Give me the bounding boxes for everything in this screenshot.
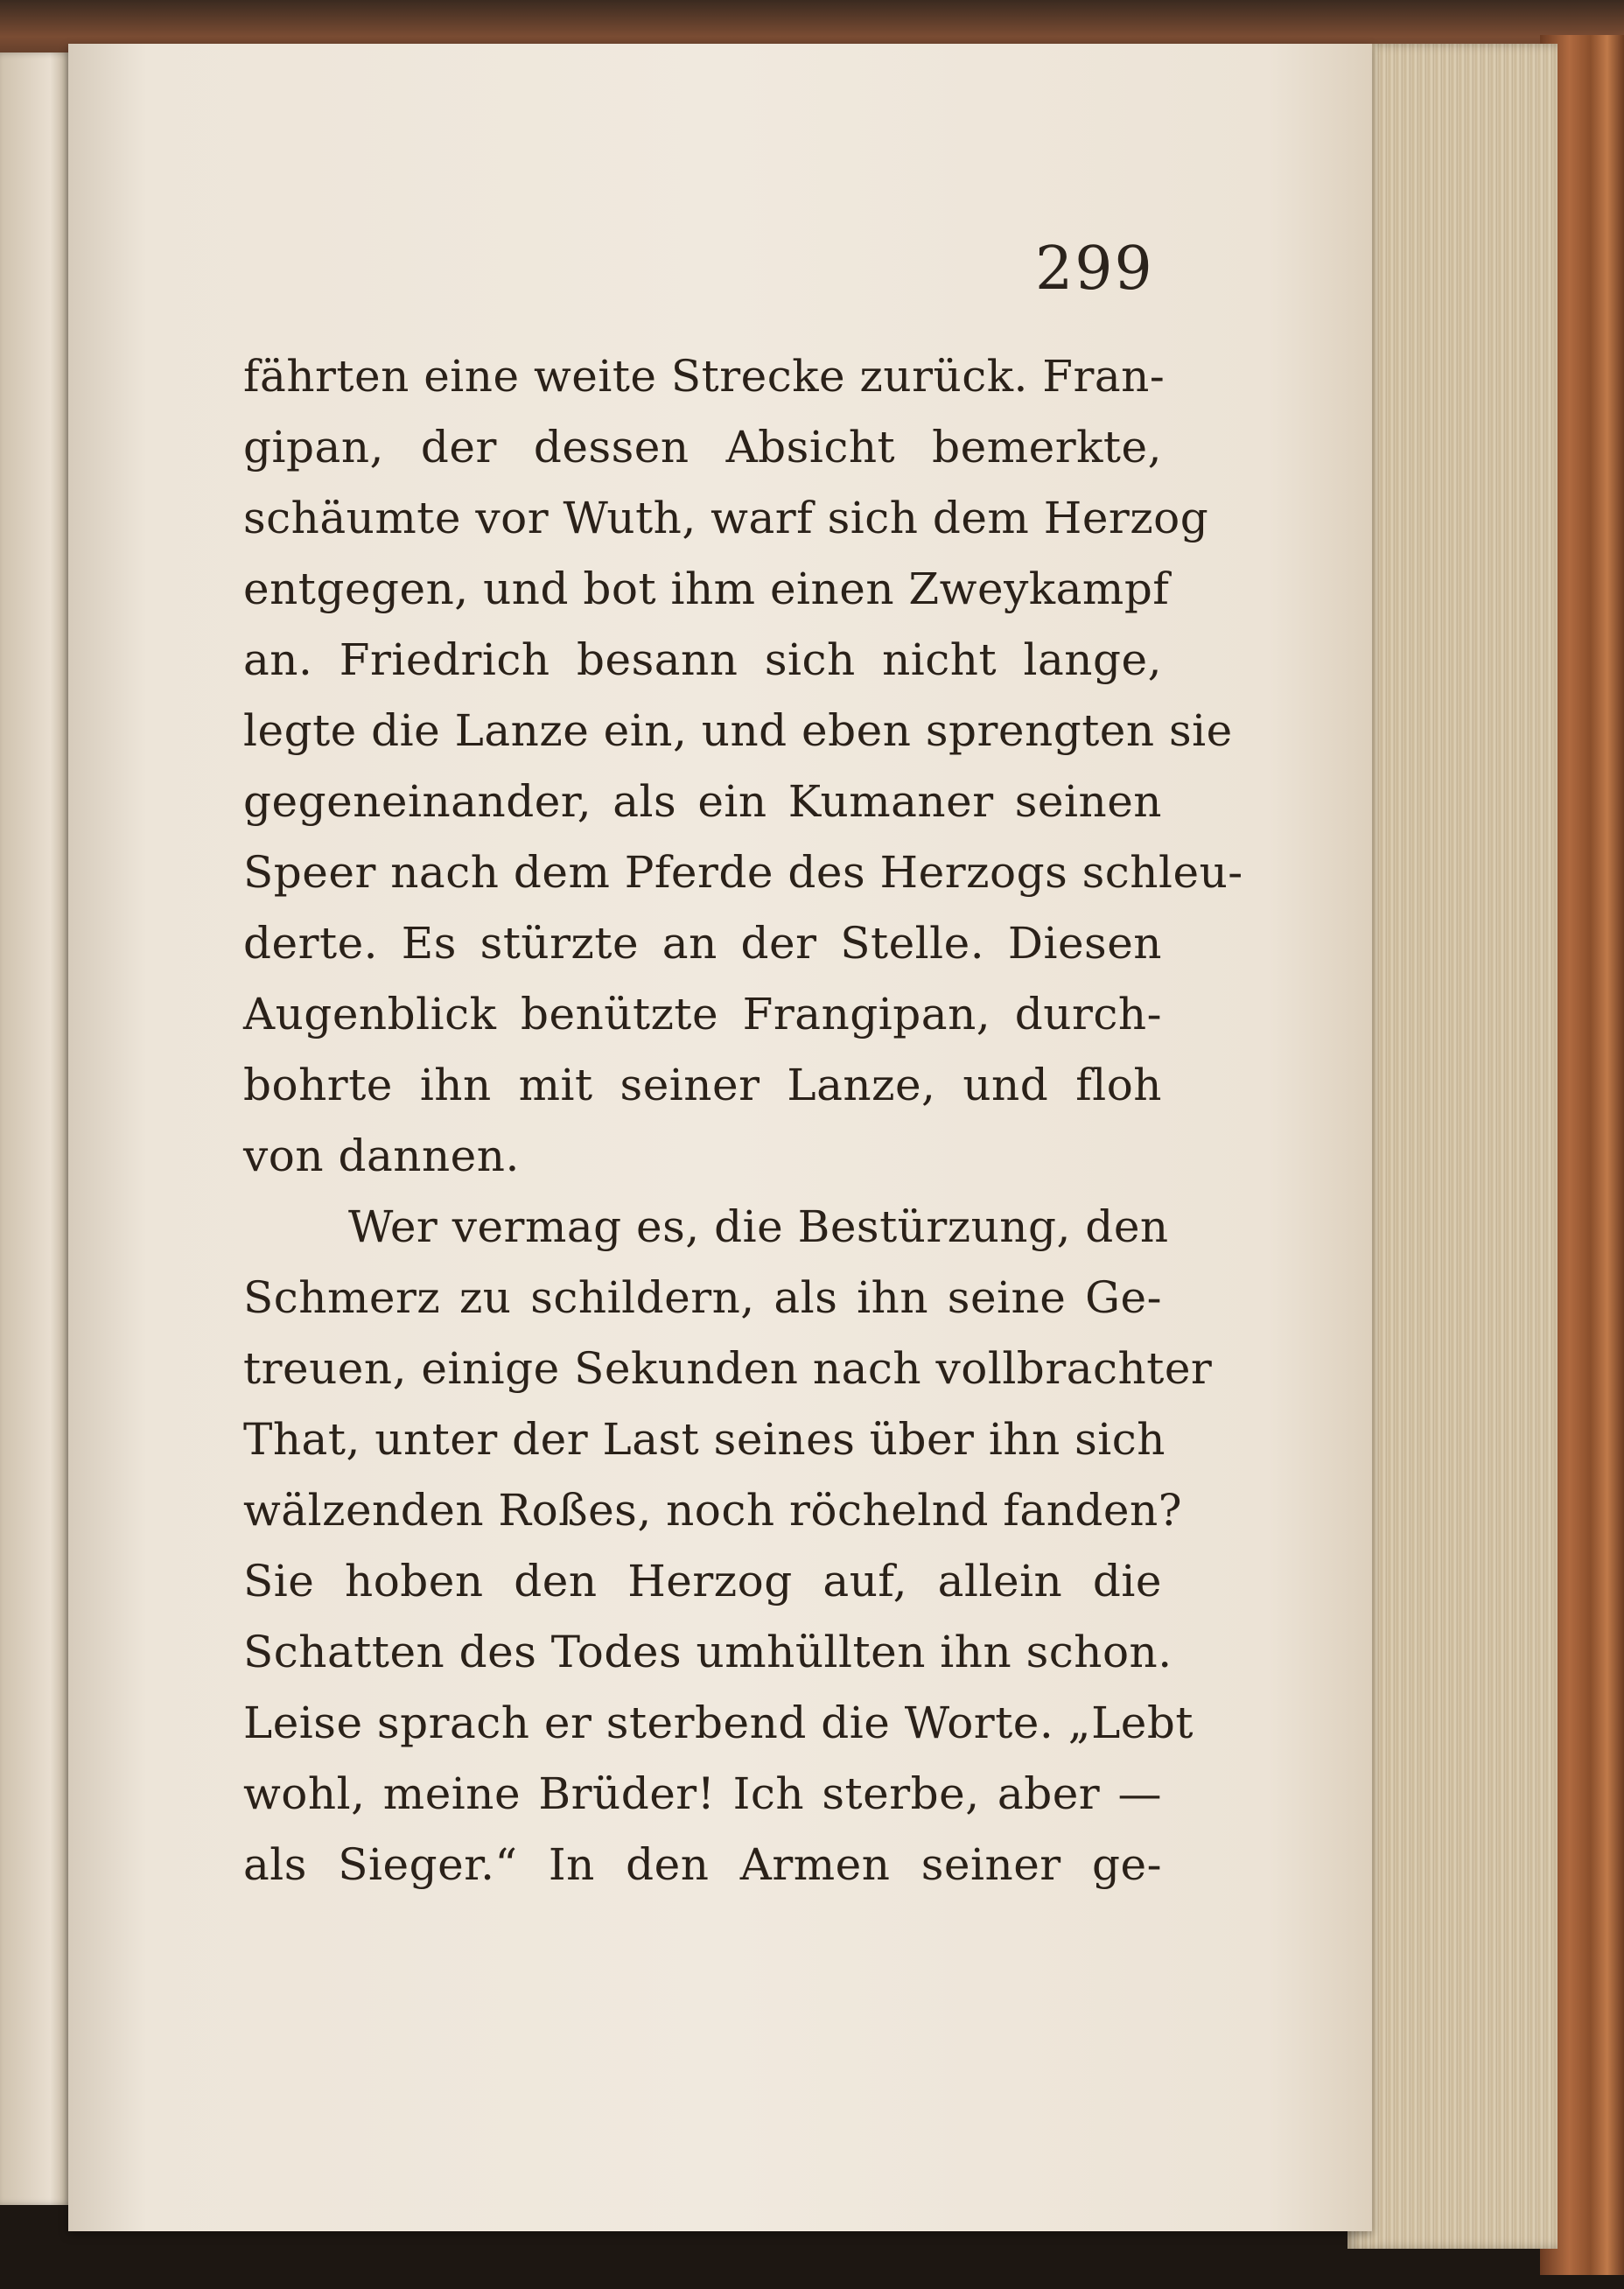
text-line: treuen, einige Sekunden nach vollbrachter [243,1343,1213,1394]
text-line: entgegen, und bot ihm einen Zweykampf [243,564,1170,614]
text-line: Leise sprach er sterbend die Worte. „Lebt [243,1698,1194,1748]
text-line: Augenblick benützte Frangipan, durch- [243,989,1162,1040]
book-page [68,44,1372,2231]
text-line: Wer vermag es, die Bestürzung, den [348,1201,1169,1252]
text-line: schäumte vor Wuth, warf sich dem Herzog [243,493,1209,543]
text-line: legte die Lanze ein, und eben sprengten sie [243,705,1233,756]
text-line: von dannen. [243,1130,520,1181]
text-line: Sie hoben den Herzog auf, allein die [243,1556,1162,1606]
page-text [243,341,1243,1900]
text-line: bohrte ihn mit seiner Lanze, und floh [243,1060,1162,1110]
text-line: derte. Es stürzte an der Stelle. Diesen [243,918,1162,969]
text-line: Speer nach dem Pferde des Herzogs schleu- [243,847,1243,898]
text-line: gegeneinander, als ein Kumaner seinen [243,776,1162,827]
text-line: wohl, meine Brüder! Ich sterbe, aber — [243,1768,1162,1819]
page-edges [1348,44,1558,2249]
text-line: Schmerz zu schildern, als ihn seine Ge- [243,1272,1162,1323]
page-number: 299 [1035,234,1154,304]
text-line: That, unter der Last seines über ihn sich [243,1414,1166,1465]
text-line: an. Friedrich besann sich nicht lange, [243,634,1162,685]
text-line: fährten eine weite Strecke zurück. Fran- [243,351,1166,402]
facing-page-edge [0,52,72,2205]
text-line: wälzenden Roßes, noch röchelnd fanden? [243,1485,1183,1536]
text-line: gipan, der dessen Absicht bemerkte, [243,422,1162,472]
text-line: als Sieger.“ In den Armen seiner ge- [243,1839,1162,1890]
text-line: Schatten des Todes umhüllten ihn schon. [243,1627,1172,1677]
